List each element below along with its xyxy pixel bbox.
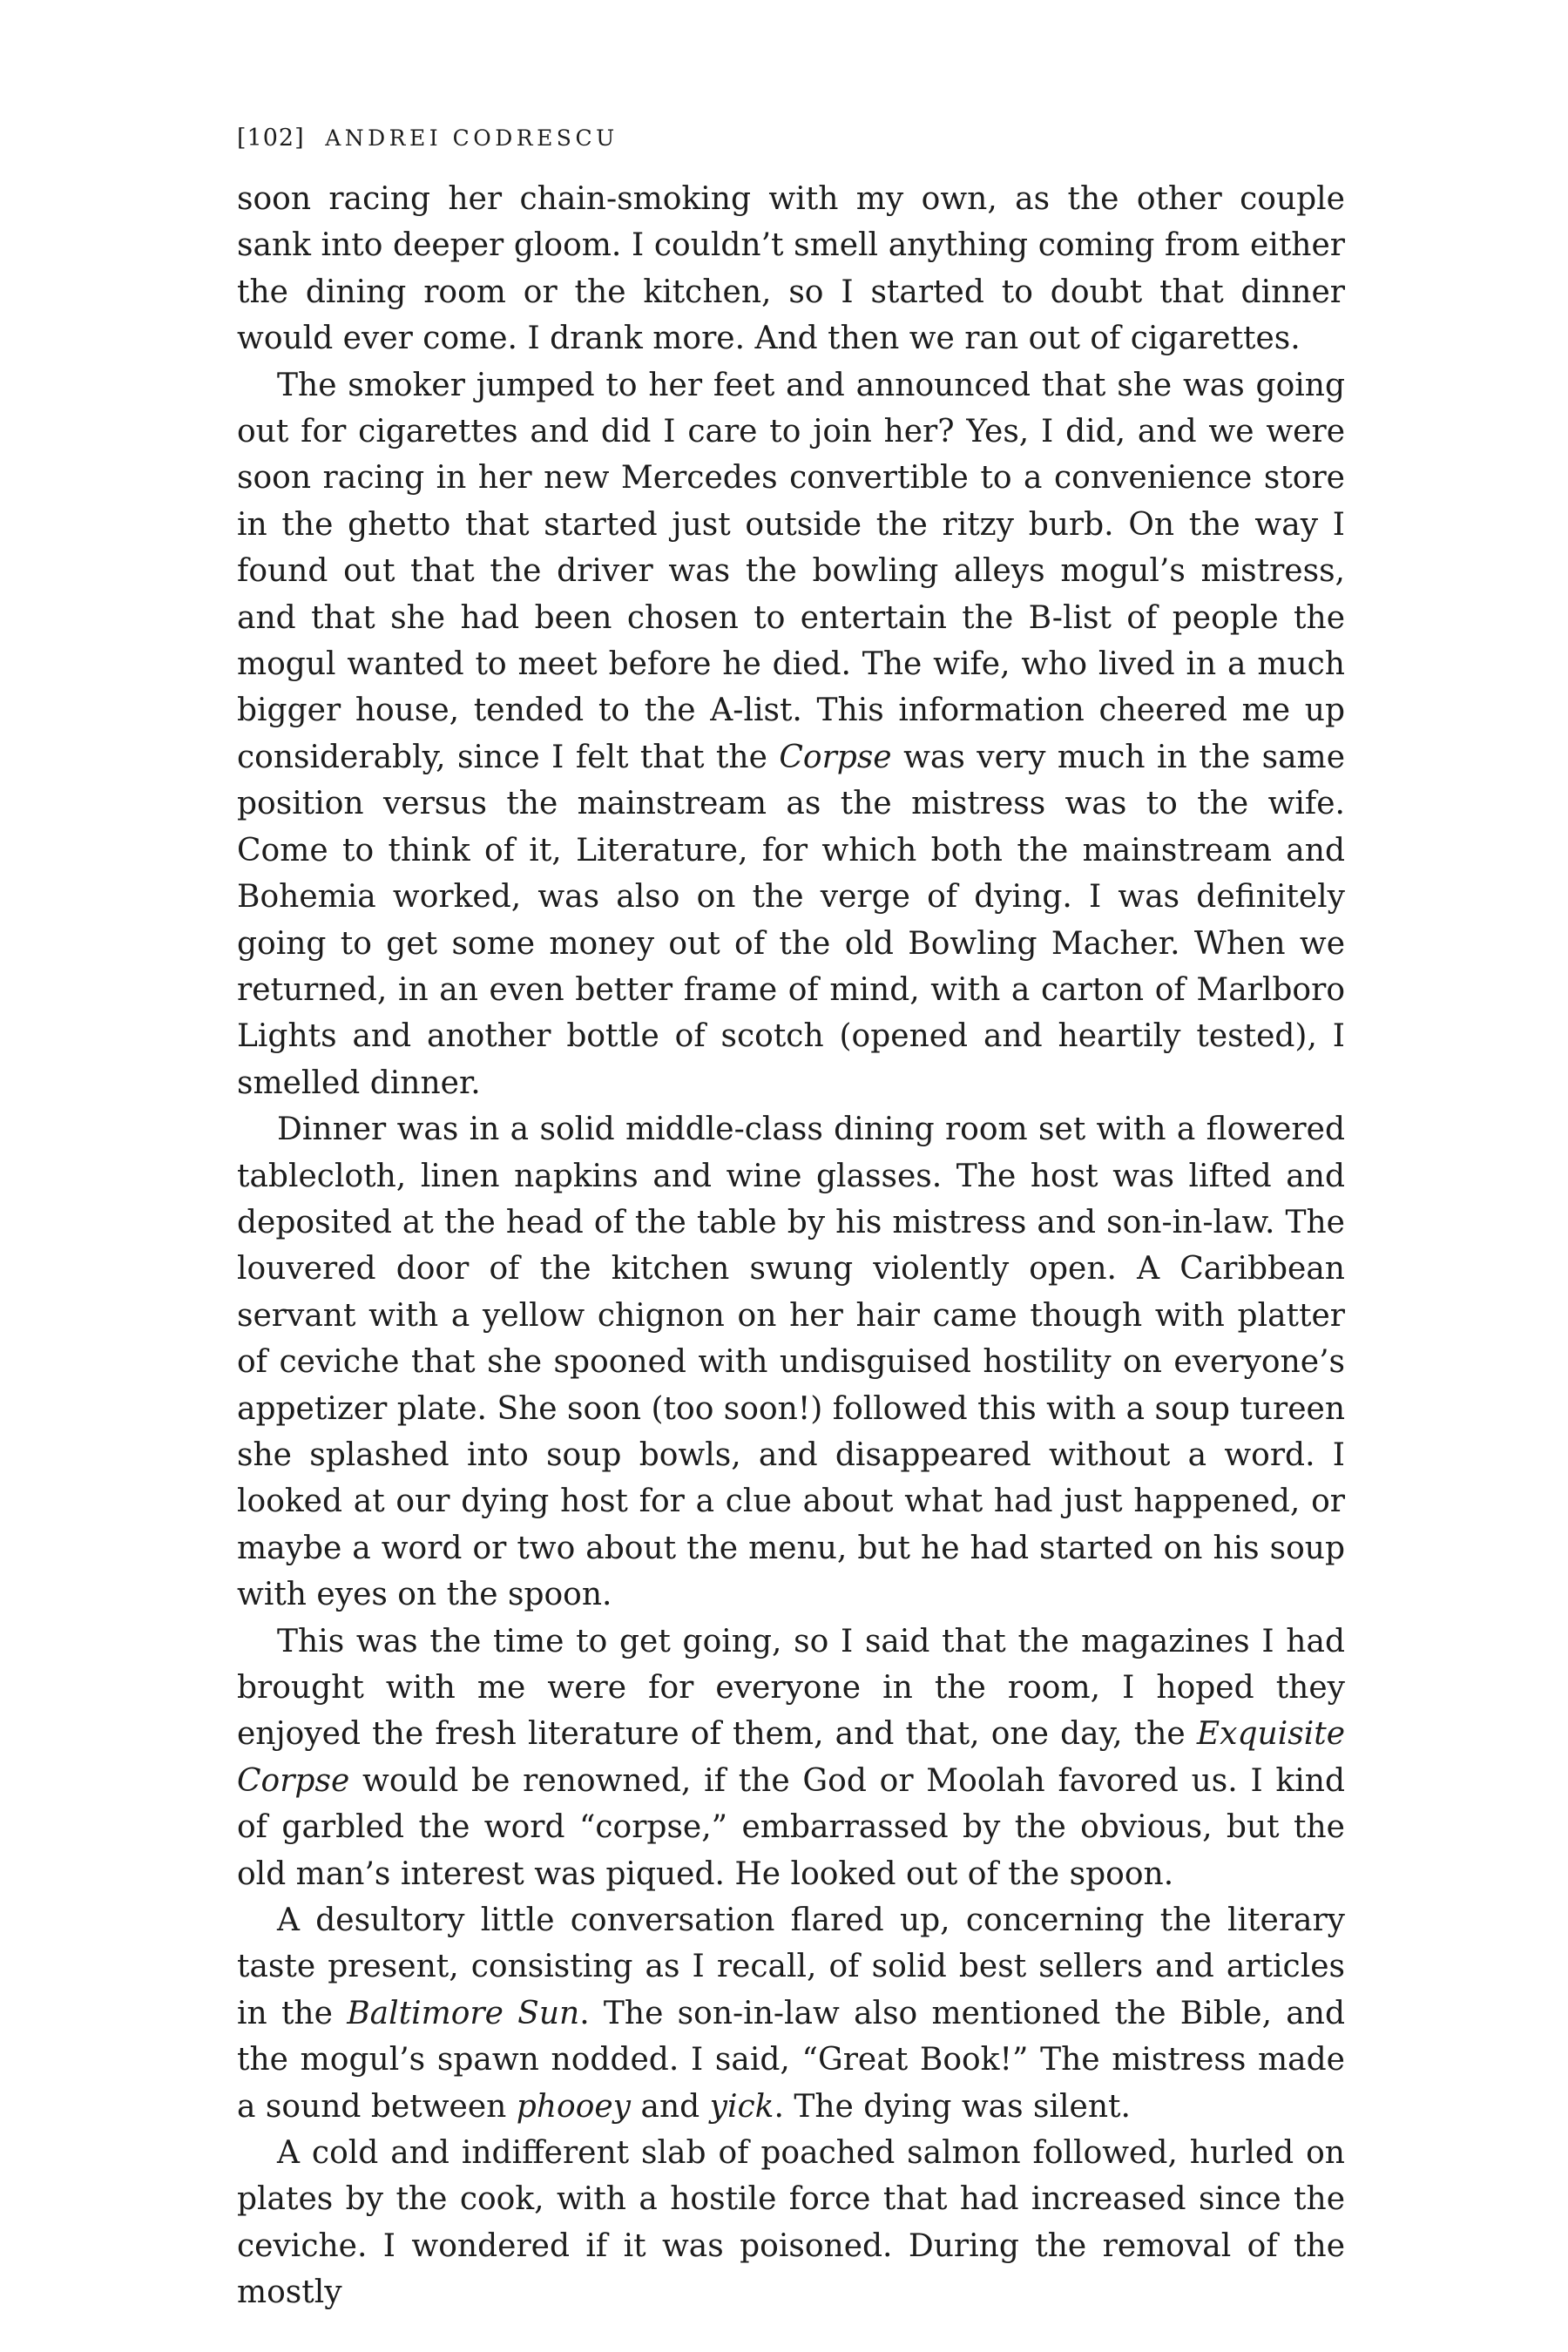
text-segment: The smoker jumped to her feet and announced that she was going out for cigarettes and did I care to join her? Yes, I did, and we were soon racing in her new Mercedes convertible to a convenience store in the ghetto that started just outside the ritzy burb. On the way I found out that the driver was the bowling alleys mogul’s mistress, and that she had been chosen to entertain the B-list of people the mogul wanted to meet before he died. The wife, who lived in a much bigger house, tended to the A-list. This information cheered me up considerably, since I felt that the bbox=[237, 367, 1345, 775]
text-segment: and bbox=[631, 2088, 710, 2125]
italic-word: yick bbox=[709, 2088, 774, 2125]
text-segment: A cold and indifferent slab of poached salmon followed, hurled on plates by the cook, with a hostile force that had increased since the ceviche. I wondered if it was poisoned. During the removal of the mostly bbox=[237, 2135, 1345, 2311]
italic-word: phooey bbox=[516, 2088, 632, 2125]
page-number: [102] bbox=[237, 125, 305, 152]
text-segment: soon racing her chain-smoking with my own, as the other couple sank into deeper gloom. I couldn’t smell anything coming from either the dining room or the kitchen, so I started to doubt that dinner would ever come. I drank more. And then we ran out of cigarettes. bbox=[237, 181, 1345, 357]
italic-title: Exquisite Corpse bbox=[237, 1716, 1345, 1799]
text-segment: . The dying was silent. bbox=[774, 2088, 1131, 2125]
paragraph bbox=[237, 1619, 1345, 1897]
running-head bbox=[237, 125, 618, 152]
paragraph bbox=[237, 1897, 1345, 2130]
text-segment: This was the time to get going, so I said that the magazines I had brought with me were for everyone in the room, I hoped they enjoyed the fresh literature of them, and that, one day, the bbox=[237, 1623, 1345, 1753]
italic-title: Corpse bbox=[779, 739, 892, 775]
paragraph bbox=[237, 362, 1345, 1107]
text-segment: . The son-in-law also mentioned the Bible, and the mogul’s spawn nodded. I said, “Great Book!” The mistress made a sound between bbox=[237, 1995, 1345, 2125]
text-segment: would be renowned, if the God or Moolah favored us. I kind of garbled the word “corpse,” embarrassed by the obvious, but the old man’s interest was piqued. He looked out of the spoon. bbox=[237, 1762, 1345, 1892]
paragraph bbox=[237, 176, 1345, 362]
text-segment: Dinner was in a solid middle-class dining room set with a flowered tablecloth, linen napkins and wine glasses. The host was lifted and deposited at the head of the table by his mistress and son-in-law. The louvered door of the kitchen swung violently open. A Caribbean servant with a yellow chignon on her hair came though with platter of ceviche that she spooned with undisguised hostility on everyone’s appetizer plate. She soon (too soon!) followed this with a soup tureen she splashed into soup bowls, and disappeared without a word. I looked at our dying host for a clue about what had just happened, or maybe a word or two about the menu, but he had started on his soup with eyes on the spoon. bbox=[237, 1112, 1345, 1613]
paragraph bbox=[237, 1106, 1345, 1618]
book-page bbox=[237, 0, 1345, 2352]
paragraph bbox=[237, 2130, 1345, 2316]
italic-title: Baltimore Sun bbox=[347, 1995, 580, 2031]
text-segment: was very much in the same position versus the mainstream as the mistress was to the wife. Come to think of it, Literature, for which both the mainstream and Bohemia worked, was also on the verge of dying. I was definitely going to get some money out of the old Bowling Macher. When we returned, in an even better frame of mind, with a carton of Marlboro Lights and another bottle of scotch (opened and heartily tested), I smelled dinner. bbox=[237, 739, 1345, 1101]
text-segment: A desultory little conversation flared up, concerning the literary taste present, consisting as I recall, of solid best sellers and articles in the bbox=[237, 1903, 1345, 2031]
body-text bbox=[237, 176, 1345, 2316]
running-head-author: ANDREI CODRESCU bbox=[325, 125, 618, 151]
